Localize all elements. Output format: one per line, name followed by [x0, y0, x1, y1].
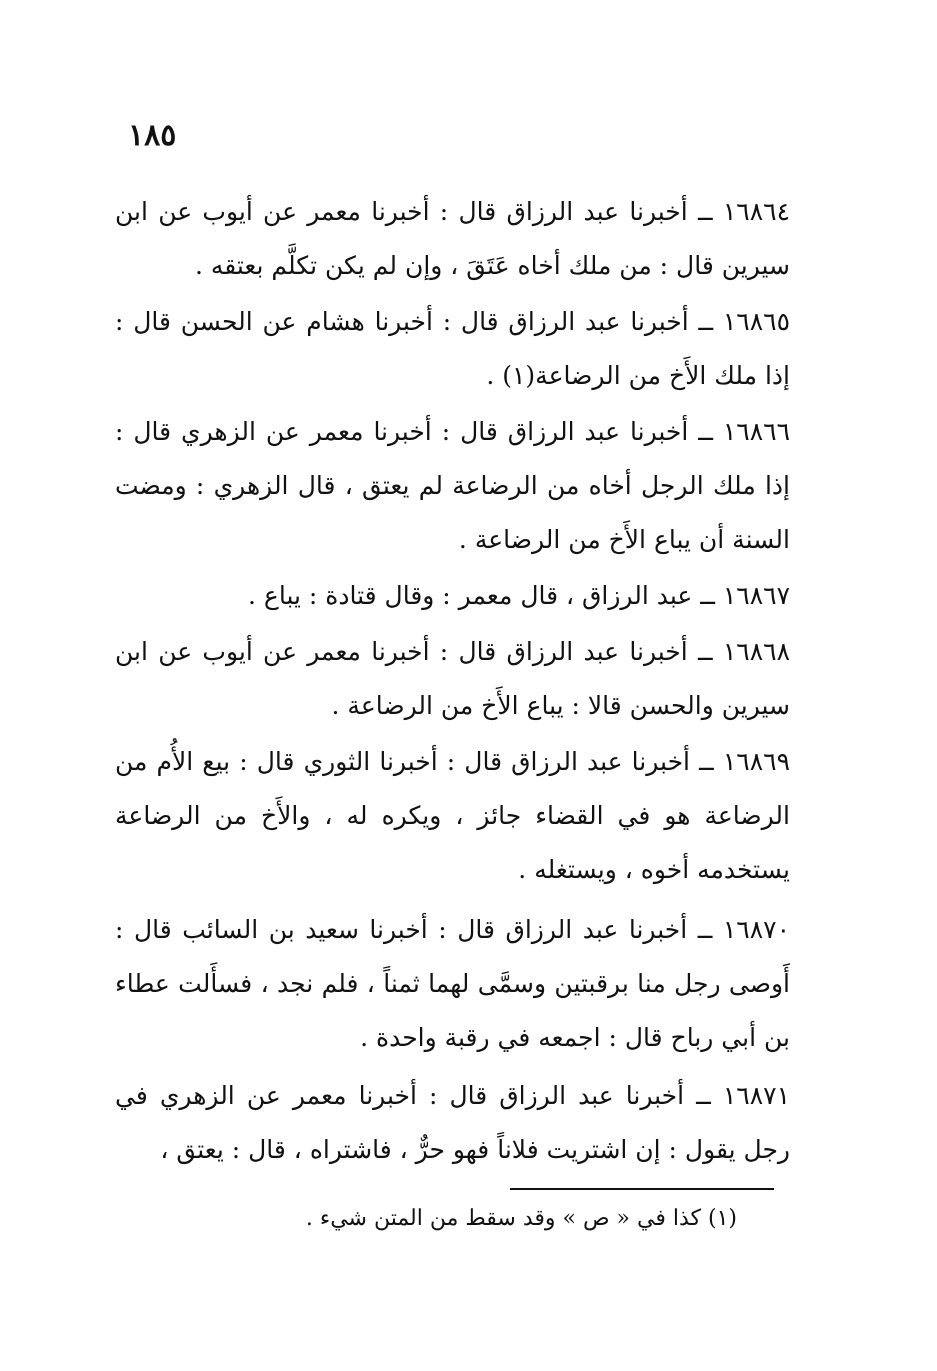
hadith-text: ١٦٨٦٥ ــ أخبرنا عبد الرزاق قال : أخبرنا هشام عن الحسن قال : إذا ملك الأَخ من الرضاعة(١) .: [115, 307, 790, 390]
hadith-text: ١٦٨٦٩ ــ أخبرنا عبد الرزاق قال : أخبرنا الثوري قال : بيع الأُم من الرضاعة هو في القضاء جائز ، ويكره له ، والأَخ من الرضاعة يستخدمه أخوه ، ويستغله .: [115, 747, 790, 884]
hadith-text: ١٦٨٧٠ ــ أخبرنا عبد الرزاق قال : أخبرنا سعيد بن السائب قال : أَوصى رجل منا برقبتين وسمَّى لهما ثمناً ، فلم نجد ، فسأَلت عطاء بن أبي رباح قال : اجمعه في رقبة واحدة .: [115, 915, 790, 1052]
hadith-text: ١٦٨٦٨ ــ أخبرنا عبد الرزاق قال : أخبرنا معمر عن أيوب عن ابن سيرين والحسن قالا : يباع الأَخ من الرضاعة .: [115, 637, 790, 720]
hadith-entry: [115, 295, 790, 403]
footnote-divider: [510, 1188, 774, 1190]
hadith-entry: [115, 735, 790, 897]
page-number: ١٨٥: [128, 118, 177, 153]
hadith-entry: [115, 405, 790, 567]
hadith-entry: [115, 185, 790, 293]
hadith-text: ١٦٨٦٦ ــ أخبرنا عبد الرزاق قال : أخبرنا معمر عن الزهري قال : إذا ملك الرجل أخاه من الرضاعة لم يعتق ، قال الزهري : ومضت السنة أن يباع الأَخ من الرضاعة .: [115, 417, 790, 554]
hadith-entry: [115, 903, 790, 1065]
hadith-text: ١٦٨٦٧ ــ عبد الرزاق ، قال معمر : وقال قتادة : يباع .: [248, 581, 790, 610]
hadith-text: ١٦٨٦٤ ــ أخبرنا عبد الرزاق قال : أخبرنا معمر عن أيوب عن ابن سيرين قال : من ملك أخاه عَتَقَ ، وإن لم يكن تكلَّم بعتقه .: [115, 197, 790, 280]
hadith-list: [115, 185, 790, 1177]
hadith-entry: [115, 569, 790, 623]
hadith-entry: [115, 625, 790, 733]
hadith-text: ١٦٨٧١ ــ أخبرنا عبد الرزاق قال : أخبرنا معمر عن الزهري في رجل يقول : إن اشتريت فلاناً فهو حرٌّ ، فاشتراه ، قال : يعتق ،: [115, 1081, 790, 1164]
hadith-entry: [115, 1069, 790, 1177]
footnote: (١) كذا في « ص » وقد سقط من المتن شيء .: [305, 1206, 737, 1231]
